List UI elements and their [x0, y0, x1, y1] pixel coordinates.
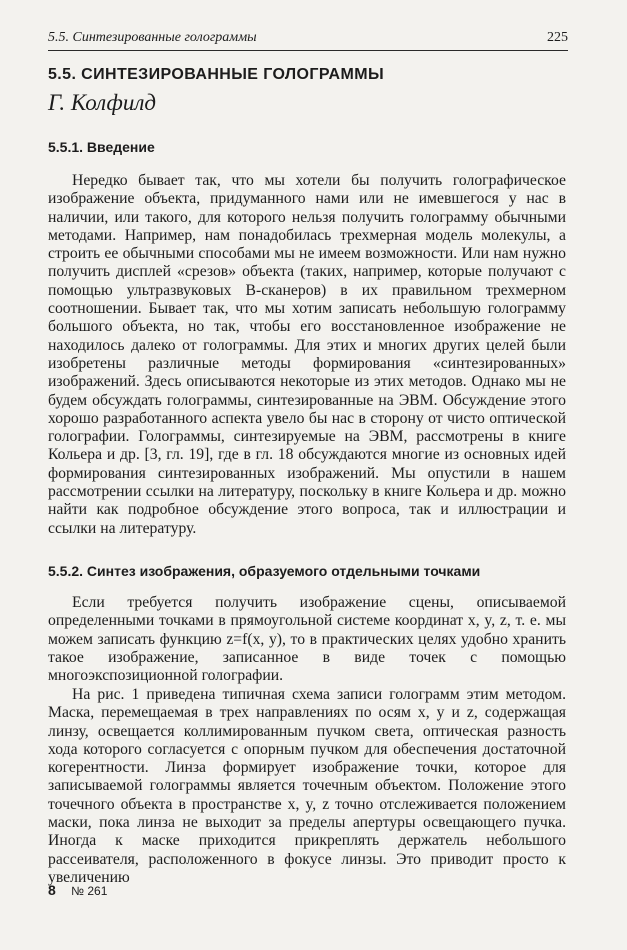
- order-number: № 261: [71, 884, 108, 898]
- subsection-title-introduction: 5.5.1. Введение: [48, 139, 155, 155]
- running-header-section: 5.5. Синтезированные голограммы: [48, 30, 257, 45]
- section-title: 5.5. СИНТЕЗИРОВАННЫЕ ГОЛОГРАММЫ: [48, 66, 385, 83]
- paragraph: Нередко бывает так, что мы хотели бы получить голографическое изображение объекта, придуманного нами или не имевшегося у нас в наличии, или такого, для которого нельзя получить голограмму обычными методами. Например, нам понадобилась трехмерная модель молекулы, а строить ее обычными способами мы не имеем возможности. Или нам нужно получить дисплей «срезов» объекта (таких, например, которые получают с помощью ультразвуковых В-сканеров) в их правильном трехмерном соотношении. Бывает так, что мы хотим записать небольшую голограмму большого объекта, но так, чтобы его восстановленное изображение не находилось далеко от голограммы. Для этих и многих других целей были изобретены различные методы формирования «синтезированных» изображений. Здесь описываются некоторые из этих методов. Однако мы не будем обсуждать голограммы, синтезированные на ЭВМ. Обсуждение этого хорошо разработанного аспекта увело бы нас в сторону от чисто оптической голографии. Голограммы, синтезируемые на ЭВМ, рассмотрены в книге Кольера и др. [3, гл. 19], где в гл. 18 обсуждаются многие из основных идей формирования синтезированных изображений. Мы опустили в нашем рассмотрении ссылки на литературу, поскольку в книге Кольера и др. можно найти как подробное обсуждение этого вопроса, так и иллюстрации и ссылки на литературу.: [48, 172, 566, 537]
- subsection-title-point-synthesis: 5.5.2. Синтез изображения, образуемого отдельными точками: [48, 563, 481, 579]
- page-footer: [48, 882, 107, 898]
- paragraph: Если требуется получить изображение сцены, описываемой определенными точками в прямоугольной системе координат x, y, z, т. е. мы можем записать функцию z=f(x, y), то в практических целях удобно хранить такое изображение, записанное в виде точек с помощью многоэкспозиционной голографии.: [48, 594, 566, 685]
- signature-mark: 8: [48, 882, 56, 898]
- page-number: 225: [547, 30, 568, 45]
- running-header: [48, 28, 568, 51]
- author-name: Г. Колфилд: [48, 90, 156, 115]
- paragraph: На рис. 1 приведена типичная схема записи голограмм этим методом. Маска, перемещаемая в трех направлениях по осям x, y и z, содержащая линзу, освещается коллимированным пучком света, оптическая разность хода которого согласуется с опорным пучком для обеспечения достаточной когерентности. Линза формирует изображение точки, которое для записываемой голограммы является точечным объектом. Положение этого точечного объекта в пространстве x, y, z точно отслеживается положением маски, пока линза не выходит за пределы апертуры освещающего пучка. Иногда к маске приходится прикреплять держатель небольшого рассеивателя, расположенного в фокусе линзы. Это приводит просто к увеличению: [48, 686, 566, 886]
